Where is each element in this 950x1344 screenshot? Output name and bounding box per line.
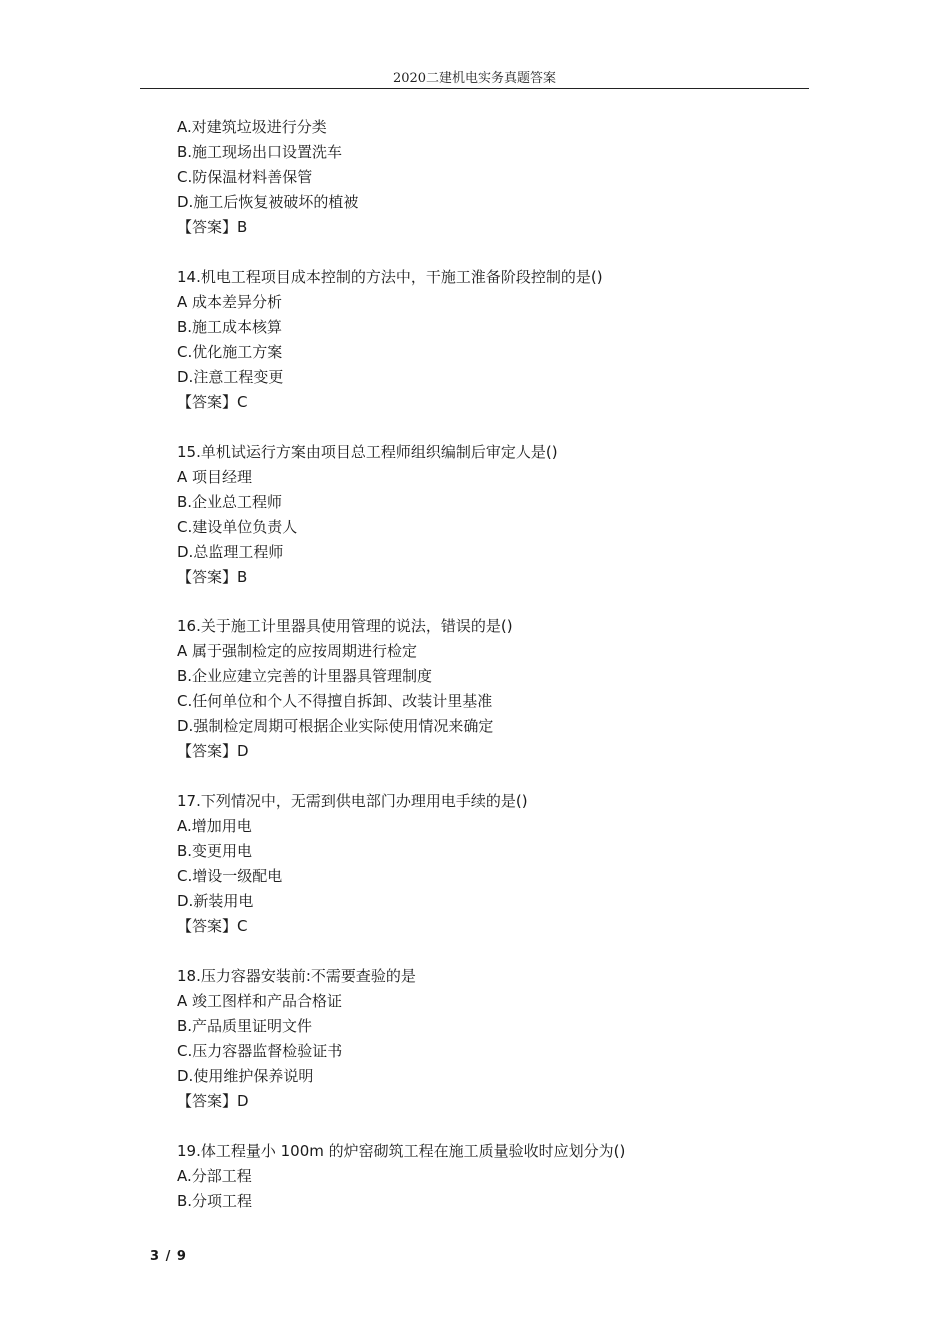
option-c: C.压力容器监督检验证书	[177, 1041, 343, 1060]
option-c: C.任何单位和个人不得擅自拆卸、改装计里基准	[177, 692, 493, 711]
question-15	[177, 440, 797, 590]
question-stem: 19.体工程量小 100m 的炉窑砌筑工程在施工质量验收时应划分为()	[177, 1141, 626, 1160]
option-b: B.企业总工程师	[177, 492, 283, 511]
option-b: B.企业应建立完善的计里器具管理制度	[177, 667, 433, 686]
option-d: D.使用维护保养说明	[177, 1066, 314, 1085]
option-a: A 项目经理	[177, 467, 253, 486]
question-stem: 17.下列情况中，无需到供电部门办理用电手续的是()	[177, 792, 528, 811]
option-c: C.防保温材料善保管	[177, 168, 313, 186]
answer-line: 【答案】C	[177, 917, 248, 936]
option-b: B.分项工程	[177, 1191, 253, 1210]
question-18	[177, 964, 797, 1114]
answer-line: 【答案】D	[177, 1091, 249, 1110]
option-a: A 竣工图样和产品合格证	[177, 991, 343, 1010]
option-d: D.强制检定周期可根据企业实际使用情况来确定	[177, 717, 494, 736]
question-17	[177, 789, 797, 939]
option-a: A.分部工程	[177, 1166, 252, 1185]
question-stem: 18.压力容器安装前:不需要查验的是	[177, 966, 416, 985]
option-b: B.施工成本核算	[177, 317, 283, 336]
question-stem: 14.机电工程项目成本控制的方法中，干施工淮备阶段控制的是()	[177, 267, 603, 286]
question-14	[177, 265, 797, 415]
answer-line: 【答案】B	[177, 567, 248, 586]
option-d: D.总监理工程师	[177, 542, 284, 561]
question-13-continuation	[177, 115, 797, 240]
option-d: D.新装用电	[177, 892, 254, 911]
option-d: D.注意工程变更	[177, 367, 284, 386]
option-c: C.建设单位负责人	[177, 517, 298, 536]
option-b: B.施工现场出口设置洗车	[177, 143, 343, 161]
document-body	[177, 115, 797, 1214]
page-number: 3 / 9	[150, 1249, 187, 1264]
option-a: A 成本差异分析	[177, 292, 283, 311]
question-16	[177, 614, 797, 764]
option-b: B.变更用电	[177, 842, 253, 861]
option-a: A.对建筑垃圾进行分类	[177, 118, 327, 136]
page-header-title: 2020二建机电实务真题答案	[392, 71, 557, 86]
option-a: A.增加用电	[177, 817, 252, 836]
option-d: D.施工后恢复被破坏的植被	[177, 193, 359, 211]
answer-line: 【答案】D	[177, 742, 249, 761]
answer-line: 【答案】B	[177, 218, 248, 236]
option-c: C.增设一级配电	[177, 867, 283, 886]
header-divider	[140, 88, 809, 89]
question-stem: 15.单机试运行方案由项目总工程师组织编制后审定人是()	[177, 442, 558, 461]
answer-line: 【答案】C	[177, 392, 248, 411]
option-a: A 属于强制检定的应按周期进行检定	[177, 642, 418, 661]
option-b: B.产品质里证明文件	[177, 1016, 313, 1035]
question-19	[177, 1139, 797, 1214]
option-c: C.优化施工方案	[177, 342, 283, 361]
question-stem: 16.关于施工计里器具使用管理的说法，错误的是()	[177, 617, 513, 636]
